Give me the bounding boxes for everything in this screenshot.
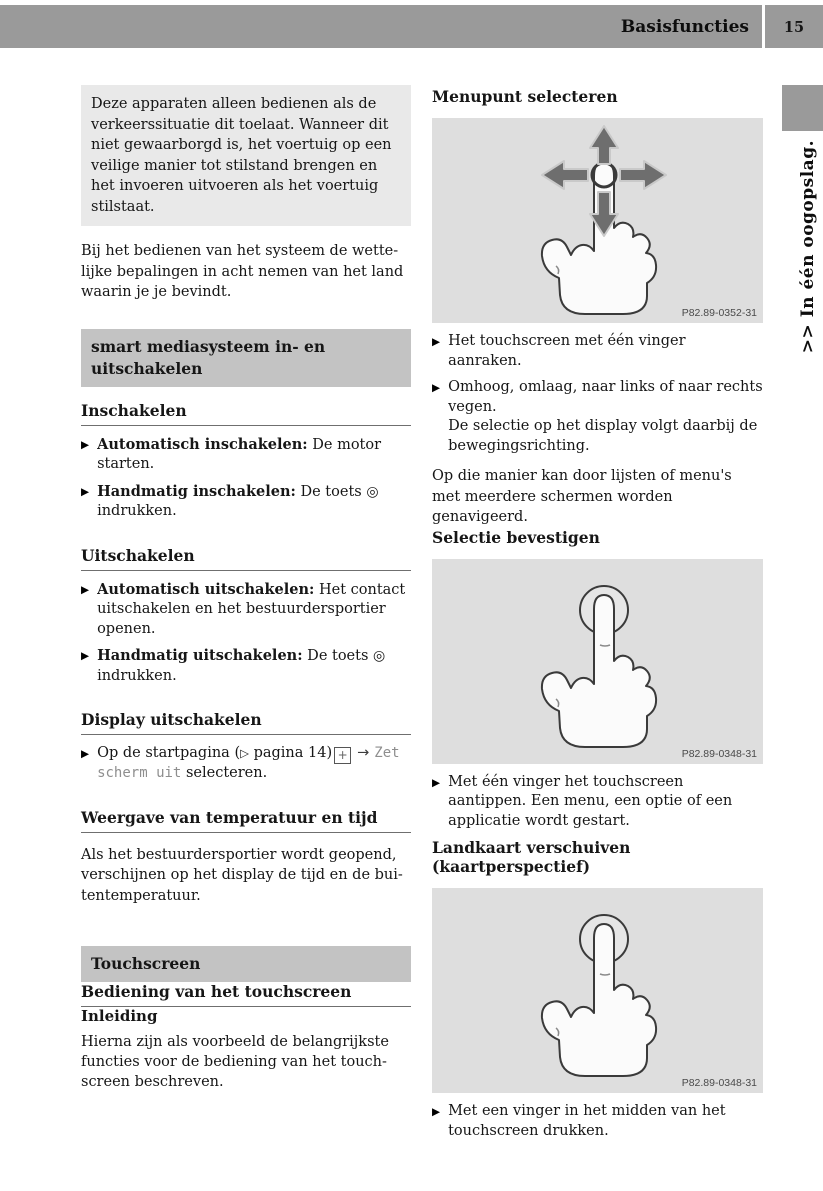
inleiding-paragraph: Hierna zijn als voorbeeld de belangrijkste functies voor de bediening van het touchscreen beschreven.: [81, 1034, 389, 1090]
chapter-tab-marker: [782, 85, 823, 131]
heading-uitschakelen: Uitschakelen: [81, 546, 411, 571]
list-item: [81, 435, 411, 475]
heading-inschakelen: Inschakelen: [81, 401, 411, 426]
step-text: selecteren.: [181, 765, 268, 781]
power-button-icon: ◎: [366, 483, 379, 500]
step-text: De toets: [295, 483, 367, 500]
steps-uitschakelen: [81, 580, 411, 687]
step-lead: Automatisch uitschakelen:: [97, 580, 315, 598]
list-item: [81, 482, 411, 522]
arrow-right-icon: →: [357, 745, 370, 761]
list-item: [432, 1102, 763, 1141]
left-column: [81, 85, 411, 1092]
bullet-icon: ▶: [81, 650, 90, 662]
temp-tijd-paragraph: Als het bestuurdersportier wordt geopend, verschijnen op het display de tijd en de buitentemperatuur.: [81, 846, 403, 904]
step-lead: Handmatig inschakelen:: [97, 482, 296, 500]
section-header-power: smart mediasysteem in- en uitschakelen: [81, 329, 411, 387]
figure-caption: P82.89-0348-31: [681, 1077, 757, 1089]
step-text: Op de startpagina (: [97, 745, 241, 761]
section-header-touchscreen: Touchscreen: [81, 946, 411, 982]
step-text: Met één vinger het touchscreen aantippen. Een menu, een optie of een applicatie wordt gestart.: [448, 773, 733, 829]
step-text: De toets: [302, 648, 374, 664]
steps-menupunt: [432, 332, 763, 456]
list-item: [432, 378, 763, 456]
step-text: Met een vinger in het midden van het touchscreen drukken.: [448, 1103, 726, 1139]
step-text: pagina 14): [248, 745, 333, 761]
list-item: [81, 646, 411, 686]
ui-option-label: Zet scherm uit: [97, 745, 400, 781]
bullet-icon: ▶: [81, 438, 90, 451]
notice-box: Deze apparaten alleen bedienen als de verkeerssituatie dit toelaat. Wanneer dit niet gewaarborgd is, het voertuig op een veilige manier tot stilstand brengen en het invoeren uitvoeren als het voertuig stilstaat.: [81, 85, 411, 226]
steps-inschakelen: [81, 435, 411, 522]
heading-bediening: Bediening van het touchscreen: [81, 982, 411, 1007]
bullet-icon: ▶: [432, 336, 441, 348]
press-hand-illustration: [432, 888, 763, 1093]
list-item: [81, 580, 411, 640]
heading-display-uitschakelen: Display uitschakelen: [81, 710, 411, 735]
bullet-icon: ▶: [432, 776, 441, 789]
header-bar: [0, 5, 762, 48]
step-text: Omhoog, omlaag, naar links of naar rechts vegen.: [448, 379, 763, 415]
bullet-icon: ▶: [432, 1106, 441, 1118]
bullet-icon: ▶: [81, 583, 90, 596]
steps-display: [81, 744, 411, 784]
step-text: indrukken.: [97, 667, 177, 684]
menupunt-paragraph: Op die manier kan door lijsten of menu's met meerdere schermen worden genavigeerd.: [432, 468, 732, 525]
bullet-icon: ▶: [432, 382, 441, 394]
step-text: Het contact uitschakelen en het bestuurdersportier openen.: [97, 581, 406, 637]
list-item: [432, 332, 763, 371]
figure-tap-gesture: [432, 559, 763, 764]
figure-caption: P82.89-0348-31: [681, 747, 757, 760]
list-item: [432, 773, 763, 832]
step-lead: Handmatig uitschakelen:: [97, 647, 303, 664]
swipe-hand-illustration: [432, 118, 763, 323]
chapter-title: Basisfuncties: [620, 17, 749, 37]
tap-hand-illustration: [432, 559, 763, 764]
legal-paragraph: Bij het bedienen van het systeem de wettelijke bepalingen in acht nemen van het land waarin je je bevindt.: [81, 243, 404, 300]
figure-swipe-gesture: [432, 118, 763, 323]
figure-caption: P82.89-0352-31: [681, 307, 757, 319]
page-number-box: [765, 5, 823, 48]
step-text: Het touchscreen met één vinger aanraken.: [448, 333, 686, 369]
step-text: De motor starten.: [97, 436, 382, 472]
page-number: 15: [783, 19, 805, 36]
step-text: indrukken.: [97, 503, 177, 519]
steps-landkaart: [432, 1102, 763, 1141]
page-ref-icon: ▷: [240, 746, 249, 760]
steps-selectie: [432, 773, 763, 832]
heading-selectie-bevestigen: Selectie bevestigen: [432, 527, 600, 547]
power-button-icon: ◎: [373, 648, 386, 664]
chapter-sidebar-label: >> In één oogopslag.: [798, 140, 818, 354]
right-column: [432, 87, 763, 1148]
step-note: De selectie op het display volgt daarbij de bewegingsrichting.: [448, 418, 758, 454]
heading-landkaart: Landkaart verschuiven (kaartperspectief): [432, 838, 631, 876]
figure-press-gesture: [432, 888, 763, 1093]
step-lead: Automatisch inschakelen:: [97, 435, 308, 453]
plus-icon: +: [334, 747, 351, 764]
heading-temp-tijd: Weergave van temperatuur en tijd: [81, 808, 411, 833]
heading-inleiding: Inleiding: [81, 1007, 158, 1025]
bullet-icon: ▶: [81, 748, 90, 760]
bullet-icon: ▶: [81, 485, 90, 498]
heading-menupunt: Menupunt selecteren: [432, 87, 618, 106]
list-item: [81, 744, 411, 784]
